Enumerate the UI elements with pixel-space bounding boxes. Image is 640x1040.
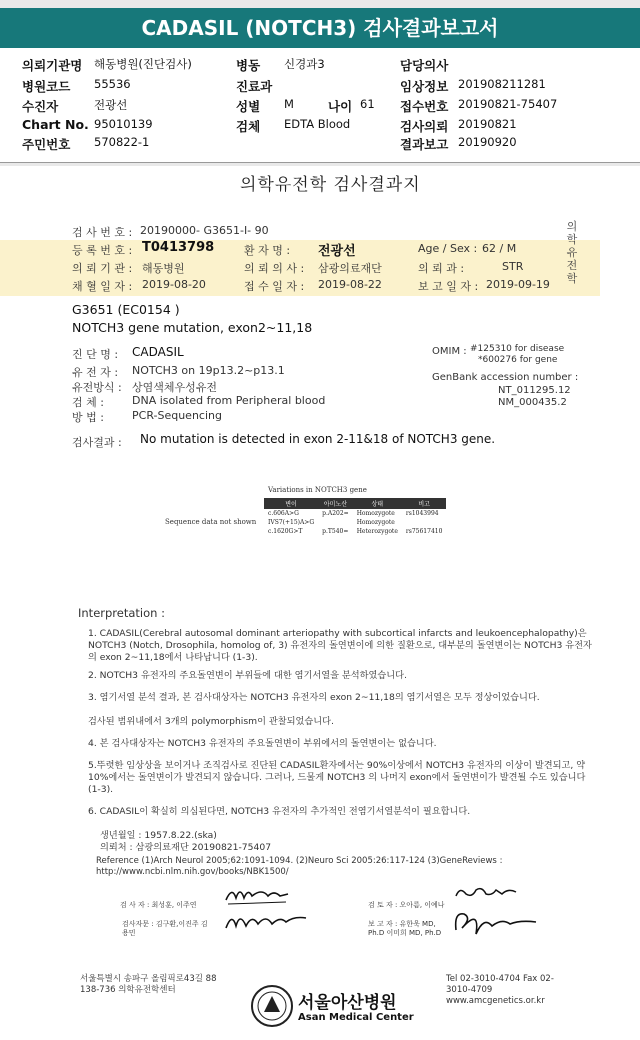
- sequence-note: Sequence data not shown: [165, 518, 257, 526]
- gender-label: 성별: [236, 99, 261, 114]
- genbank-nt: NT_011295.12: [498, 385, 571, 396]
- column-header: 아미노산: [318, 498, 353, 509]
- info-panel: [0, 48, 640, 163]
- collect-date-value: 2019-08-20: [142, 278, 206, 291]
- inheritance-value: 상염색체우성유전: [132, 381, 218, 394]
- age-value: 61: [360, 97, 375, 111]
- ward-label: 병동: [236, 58, 261, 73]
- report-date-label: 보 고 일 자 :: [418, 280, 479, 293]
- tester-label: 검 사 자 : 최성훈, 이주연: [120, 901, 197, 909]
- test-code: G3651 (EC0154 ): [72, 302, 180, 317]
- table-cell: p.T540=: [322, 528, 349, 535]
- gene-label: 유 전 자 :: [72, 366, 119, 379]
- document-scan: [0, 166, 640, 1040]
- ward-value: 신경과3: [284, 57, 325, 71]
- resident-no-label: 주민번호: [22, 137, 71, 152]
- reporter-signature: [450, 906, 540, 940]
- omim-gene: *600276 for gene: [478, 355, 558, 365]
- receipt-no-label: 접수번호: [400, 99, 449, 114]
- doctor-label: 담당의사: [400, 58, 449, 73]
- req-doctor-label: 의 뢰 의 사 :: [244, 262, 305, 275]
- interpretation-title: Interpretation :: [78, 606, 165, 620]
- receipt-no-value: 20190821-75407: [458, 97, 558, 111]
- examinee-label: 수진자: [22, 99, 59, 114]
- specimen-value: EDTA Blood: [284, 117, 351, 131]
- result-text: No mutation is detected in exon 2-11&18 of NOTCH3 gene.: [140, 432, 496, 446]
- document-title: 의학유전학 검사결과지: [240, 175, 421, 195]
- collect-date-label: 채 혈 일 자 :: [72, 280, 133, 293]
- sample-label: 검 체 :: [72, 396, 104, 409]
- test-request-value: 20190821: [458, 117, 517, 131]
- vertical-char: 학: [566, 272, 578, 285]
- dept-label: 의 뢰 과 :: [418, 262, 465, 275]
- chart-no-value: 95010139: [94, 117, 153, 131]
- table-cell: c.1620G>T: [268, 528, 303, 535]
- reviewer-signature: [452, 882, 522, 906]
- report-title: CADASIL (NOTCH3) 검사결과보고서: [0, 8, 640, 48]
- hospital-name-kor: 서울아산병원: [298, 993, 397, 1013]
- variations-title: Variations in NOTCH3 gene: [268, 486, 367, 494]
- reg-no-value: T0413798: [142, 240, 215, 255]
- result-report-label: 결과보고: [400, 137, 449, 152]
- interpretation-item: 5.뚜렷한 임상상을 보이거나 조직검사로 진단된 CADASIL환자에서는 90%이상에서 NOTCH3 유전자의 이상이 발견되고, 약 10%에서는 돌연변이가 발견되지 않습니다. 그러나, 드물게 NOTCH3 의 나머지 exon에서 돌연변이가 발견될 수도 있습니다 (1-3).: [88, 760, 586, 795]
- table-cell: IVS7(+15)A>G: [268, 519, 315, 526]
- age-sex-label: Age / Sex :: [418, 242, 478, 255]
- interpretation-item: 3. 염기서열 분석 결과, 본 검사대상자는 NOTCH3 유전자의 exon 2~11,18의 염기서열은 모두 정상이었습니다.: [88, 692, 540, 703]
- result-label: 검사결과 :: [72, 436, 122, 449]
- birth-date: 생년월일 : 1957.8.22.(ska): [100, 830, 217, 841]
- hospital-code-value: 55536: [94, 77, 131, 91]
- advisor-label: 검사자문 : 김구환,이진주 김용민: [122, 920, 208, 937]
- requesting-institution-label: 의뢰기관명: [22, 58, 83, 73]
- vertical-title: [566, 220, 578, 285]
- genbank-label: GenBank accession number :: [432, 372, 579, 383]
- req-inst-value: 해동병원: [142, 262, 185, 275]
- req-inst-label: 의 뢰 기 관 :: [72, 262, 133, 275]
- department-label: 진료과: [236, 79, 273, 94]
- contact-info: Tel 02-3010-4704 Fax 02-3010-4709 www.amcgenetics.or.kr: [446, 974, 554, 1006]
- table-header-row: [264, 498, 446, 509]
- table-cell: Homozygote: [356, 510, 395, 517]
- table-cell: Heterozygote: [356, 528, 398, 535]
- reg-no-label: 등 록 번 호 :: [72, 244, 133, 257]
- test-request-label: 검사의뢰: [400, 119, 449, 134]
- gender-value: M: [284, 97, 294, 111]
- receipt-date-label: 접 수 일 자 :: [244, 280, 305, 293]
- vertical-char: 유: [566, 246, 578, 259]
- vertical-char: 의: [566, 220, 578, 233]
- requesting-institution-value: 해동병원(진단검사): [94, 57, 192, 71]
- table-row: [264, 518, 446, 527]
- vertical-char: 전: [566, 259, 578, 272]
- table-cell: [402, 518, 447, 527]
- table-cell: c.606A>G: [268, 510, 299, 517]
- report-date-value: 2019-09-19: [486, 278, 550, 291]
- table-row: [264, 509, 446, 518]
- gene-value: NOTCH3 on 19p13.2~p13.1: [132, 364, 285, 377]
- result-report-value: 20190920: [458, 135, 517, 149]
- clinical-info-value: 201908211281: [458, 77, 546, 91]
- patient-value: 전광선: [318, 244, 356, 259]
- advisor-signature: [222, 908, 312, 936]
- table-cell: Homozygote: [356, 519, 395, 526]
- test-no-value: 20190000- G3651-I- 90: [140, 224, 269, 237]
- test-no-label: 검 사 번 호 :: [72, 226, 133, 239]
- vertical-char: 학: [566, 233, 578, 246]
- address: 서울특별시 송파구 올림픽로43길 88 138-736 의학유전학센터: [80, 974, 217, 995]
- patient-label: 환 자 명 :: [244, 244, 291, 257]
- chart-no-label: Chart No.: [22, 117, 89, 132]
- clinical-info-label: 임상정보: [400, 79, 449, 94]
- specimen-label: 검체: [236, 119, 261, 134]
- interpretation-item: 2. NOTCH3 유전자의 주요돌연변이 부위들에 대한 염기서열을 분석하였습니다.: [88, 670, 407, 681]
- resident-no-value: 570822-1: [94, 135, 150, 149]
- table-row: [264, 527, 446, 536]
- tester-signature: [222, 884, 292, 908]
- age-sex-value: 62 / M: [482, 242, 517, 255]
- inheritance-label: 유전방식 :: [72, 381, 122, 394]
- table-cell: rs1043994: [405, 510, 439, 517]
- hospital-name-eng: Asan Medical Center: [298, 1012, 414, 1023]
- table-cell: rs75617410: [405, 528, 443, 535]
- reviewer-label: 검 토 자 : 오아름, 이예나: [368, 901, 445, 909]
- reporter-label: 보 고 자 : 유한욱 MD, Ph.D 이미희 MD, Ph.D: [368, 920, 442, 937]
- hospital-code-label: 병원코드: [22, 79, 71, 94]
- variations-table: [264, 498, 446, 536]
- column-header: 비고: [402, 498, 447, 509]
- receipt-date-value: 2019-08-22: [318, 278, 382, 291]
- test-name: NOTCH3 gene mutation, exon2~11,18: [72, 320, 313, 335]
- column-header: 변이: [264, 498, 318, 509]
- sample-value: DNA isolated from Peripheral blood: [132, 394, 326, 407]
- genbank-nm: NM_000435.2: [498, 397, 567, 408]
- diagnosis-value: CADASIL: [132, 345, 184, 359]
- dept-value: STR: [502, 260, 524, 273]
- asan-logo: [250, 984, 294, 1028]
- omim-label: OMIM :: [432, 346, 467, 357]
- reference: Reference (1)Arch Neurol 2005;62:1091-1094. (2)Neuro Sci 2005:26:117-124 (3)GeneReviews : http://www.ncbi.nlm.nih.gov/books/NBK1500/: [96, 856, 503, 877]
- interpretation-item: 4. 본 검사대상자는 NOTCH3 유전자의 주요돌연변이 부위에서의 돌연변이는 없습니다.: [88, 738, 437, 749]
- method-value: PCR-Sequencing: [132, 409, 222, 422]
- table-cell: [318, 518, 353, 527]
- omim-disease: #125310 for disease: [470, 344, 565, 354]
- examinee-value: 전광선: [94, 98, 128, 112]
- interpretation-item: 1. CADASIL(Cerebral autosomal dominant arteriopathy with subcortical infarcts and leukoencephalopathy)은 NOTCH3 (Notch, Drosophila, homolog of, 3) 유전자의 돌연변이에 의한 질환으로, 대부분의 돌연변이는 NOTCH3 유전자의 exon 2~11,18에서 나타납니다 (1-3).: [88, 628, 592, 663]
- interpretation-item: 검사된 범위내에서 3개의 polymorphism이 관찰되었습니다.: [88, 716, 334, 727]
- interpretation-item: 6. CADASIL이 확실히 의심된다면, NOTCH3 유전자의 추가적인 전염기서열분석이 필요합니다.: [88, 806, 471, 817]
- requester: 의뢰처 : 삼광의료재단 20190821-75407: [100, 842, 272, 853]
- diagnosis-label: 진 단 명 :: [72, 348, 119, 361]
- method-label: 방 법 :: [72, 411, 104, 424]
- table-cell: p.A202=: [322, 510, 349, 517]
- column-header: 상태: [353, 498, 402, 509]
- req-doctor-value: 삼광의료재단: [318, 262, 382, 275]
- age-label: 나이: [328, 99, 353, 114]
